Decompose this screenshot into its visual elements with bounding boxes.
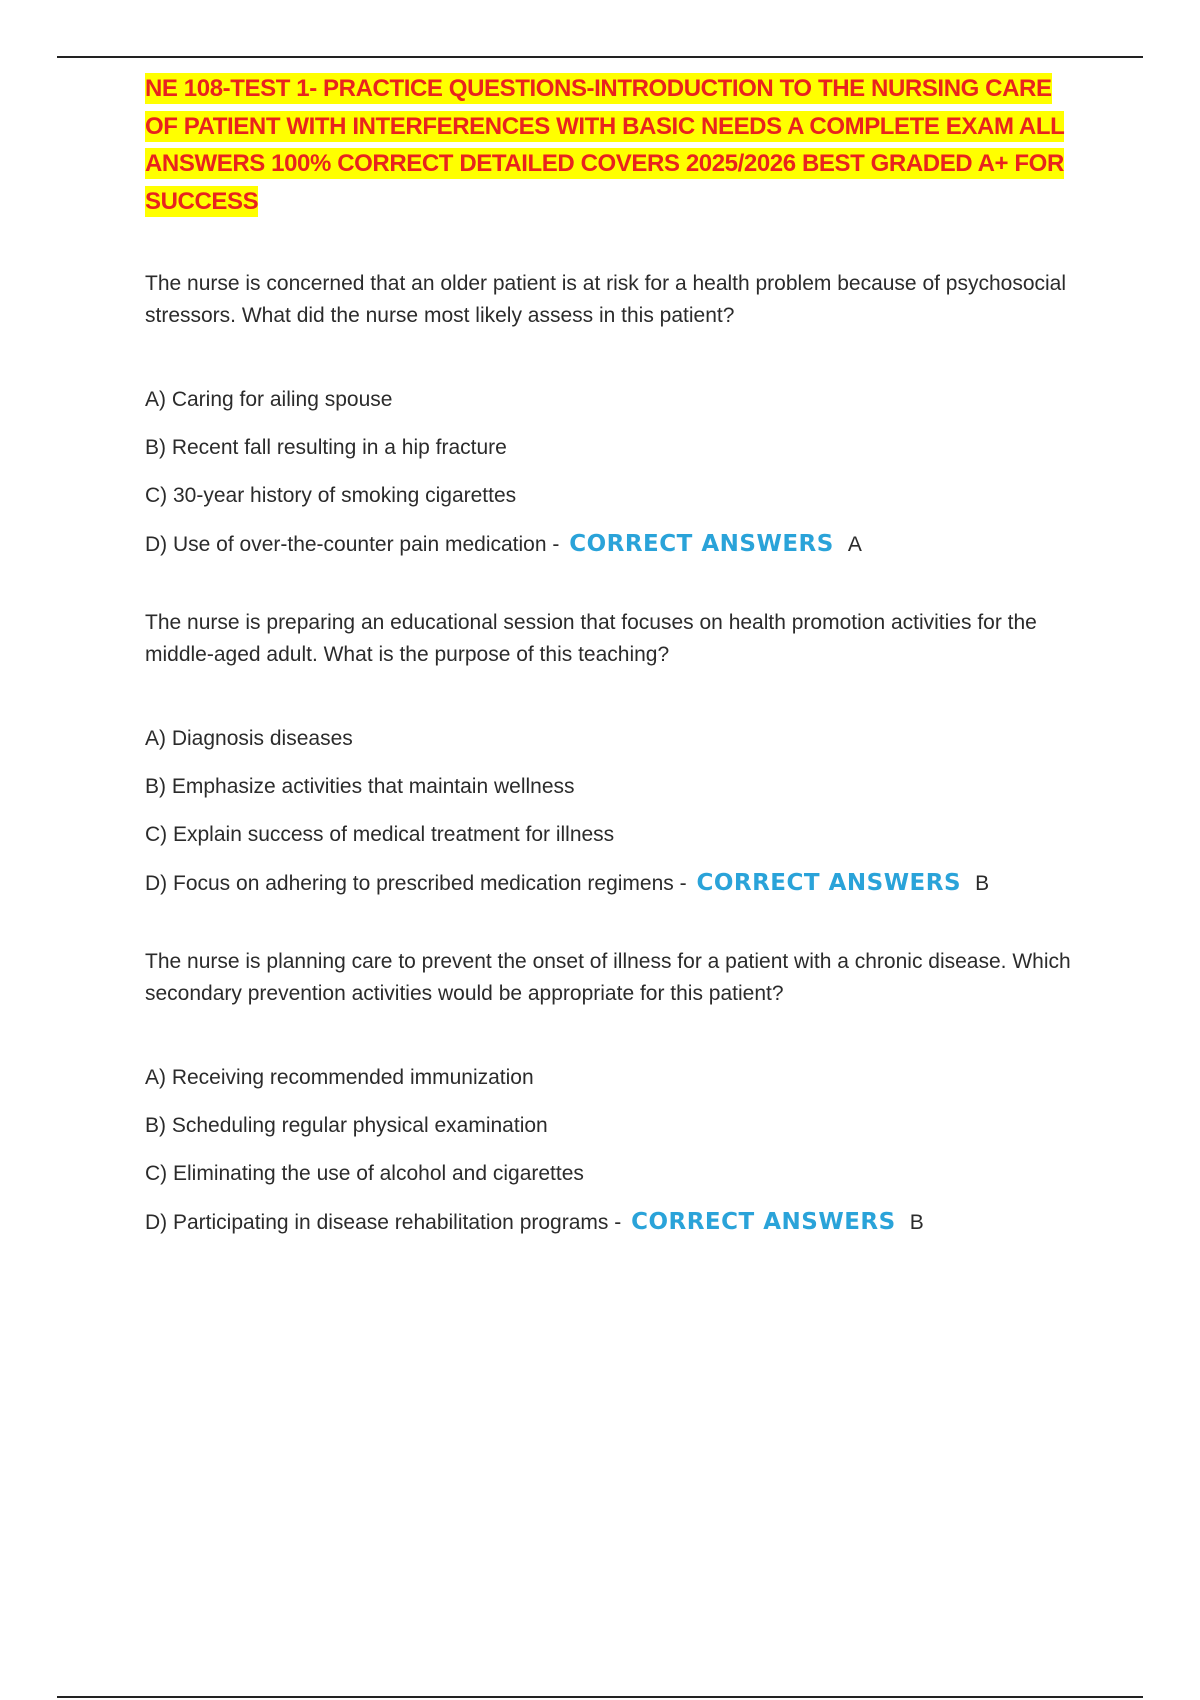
option-d: [145, 530, 1075, 559]
option-c: C) 30-year history of smoking cigarettes: [145, 484, 517, 507]
option-d-text: D) Participating in disease rehabilitation programs -: [145, 1211, 622, 1234]
question-stem: The nurse is planning care to prevent the onset of illness for a patient with a chronic disease. Which secondary prevention activities would be appropriate for this patient?: [145, 950, 1071, 1005]
option-list: [145, 386, 1075, 559]
bottom-rule: [57, 1696, 1143, 1698]
answer-key: B: [909, 1211, 924, 1234]
question-stem: The nurse is concerned that an older patient is at risk for a health problem because of psychosocial stressors. What did the nurse most likely assess in this patient?: [145, 272, 1067, 327]
option-list: [145, 725, 1075, 898]
option-a: A) Receiving recommended immunization: [145, 1066, 534, 1089]
question-2: [145, 607, 1075, 898]
correct-answers-label: CORRECT ANSWERS: [696, 870, 962, 896]
option-d-text: D) Focus on adhering to prescribed medication regimens -: [145, 872, 687, 895]
answer-key: A: [847, 533, 862, 556]
document-title: [145, 70, 1075, 220]
option-b: B) Emphasize activities that maintain wellness: [145, 775, 575, 798]
option-d-text: D) Use of over-the-counter pain medication -: [145, 533, 560, 556]
option-c: C) Explain success of medical treatment for illness: [145, 823, 615, 846]
option-d: [145, 1208, 1075, 1237]
question-1: [145, 268, 1075, 559]
question-stem: The nurse is preparing an educational session that focuses on health promotion activities for the middle-aged adult. What is the purpose of this teaching?: [145, 611, 1037, 666]
document-title-text: NE 108-TEST 1- PRACTICE QUESTIONS-INTRODUCTION TO THE NURSING CARE OF PATIENT WITH INTERFERENCES WITH BASIC NEEDS A COMPLETE EXAM ALL ANSWERS 100% CORRECT DETAILED COVERS 2025/2026 BEST GRADED A+ FOR SUCCESS: [145, 75, 1065, 215]
option-a: A) Diagnosis diseases: [145, 727, 353, 750]
option-a: A) Caring for ailing spouse: [145, 388, 393, 411]
option-b: B) Scheduling regular physical examination: [145, 1114, 548, 1137]
question-3: [145, 946, 1075, 1237]
option-list: [145, 1064, 1075, 1237]
correct-answers-label: CORRECT ANSWERS: [569, 531, 834, 557]
option-d: [145, 869, 1075, 898]
option-b: B) Recent fall resulting in a hip fracture: [145, 436, 507, 459]
answer-key: B: [975, 872, 990, 895]
correct-answers-label: CORRECT ANSWERS: [631, 1209, 896, 1235]
top-rule: [57, 56, 1143, 58]
document-body: [145, 70, 1075, 1237]
option-c: C) Eliminating the use of alcohol and cigarettes: [145, 1162, 584, 1185]
